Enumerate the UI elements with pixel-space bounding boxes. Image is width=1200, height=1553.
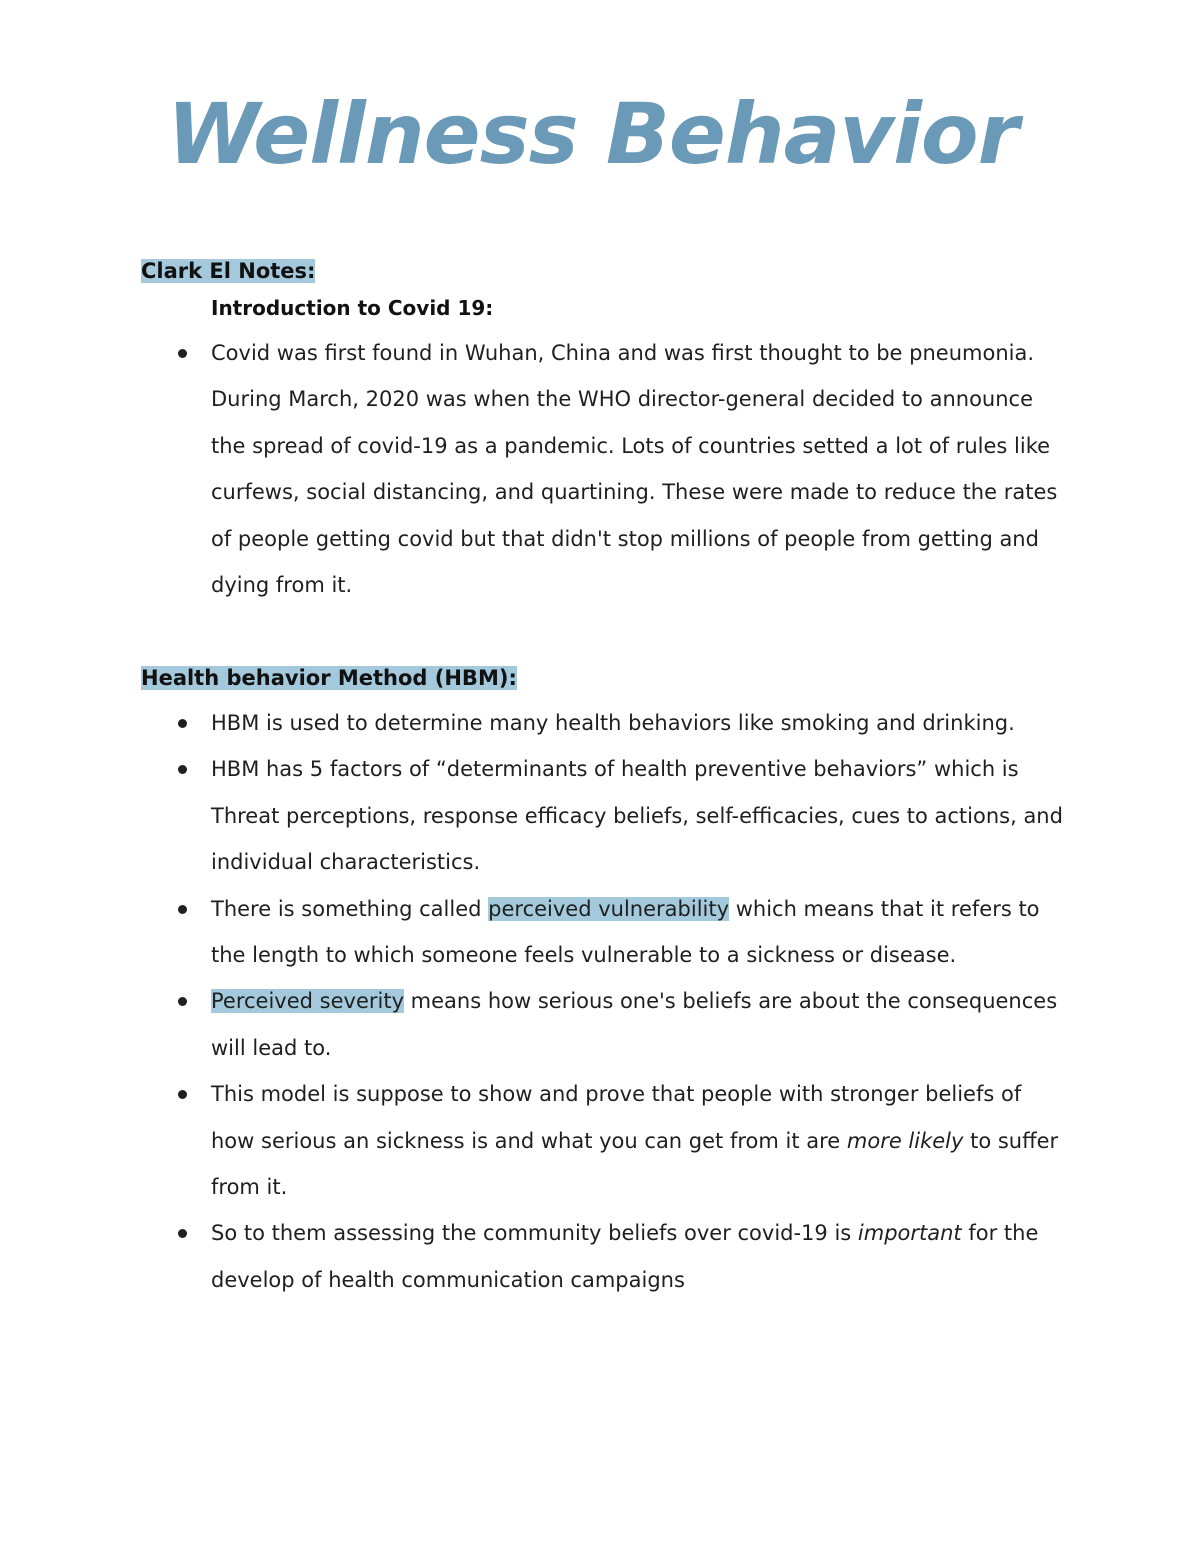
hbm-bullet-list (0, 700, 1071, 1303)
list-item (0, 978, 1071, 1071)
list-item (0, 1210, 1071, 1303)
bullet-icon (178, 765, 187, 774)
list-item-text: HBM is used to determine many health behaviors like smoking and drinking. (211, 711, 1015, 735)
bullet-icon (178, 1090, 187, 1099)
section-heading-hbm (141, 663, 517, 693)
list-item (0, 700, 1071, 746)
bullet-icon (178, 1229, 187, 1238)
highlighted-term-perceived-vulnerability: perceived vulnerability (488, 896, 730, 921)
list-item-text-after: means how serious one's beliefs are about the consequences will lead to. (211, 989, 1058, 1060)
list-item-text-before: This model is suppose to show and prove that people with stronger beliefs of how serious an sickness is and what you can get from it are (211, 1082, 1022, 1153)
bullet-icon (178, 719, 187, 728)
bullet-icon (178, 997, 187, 1006)
list-item (0, 746, 1071, 885)
heading-highlight: Health behavior Method (HBM): (141, 666, 517, 690)
intro-bullet-list (0, 330, 1071, 608)
list-item (0, 886, 1071, 979)
list-item-text-after: for the develop of health communication campaigns (211, 1221, 1039, 1292)
bullet-icon (178, 349, 187, 358)
list-item-text-after: to suffer from it. (211, 1128, 1059, 1200)
document-title: Wellness Behavior (166, 85, 1018, 183)
list-item-text: HBM has 5 factors of “determinants of health preventive behaviors” which is Threat perceptions, response efficacy beliefs, self-efficacies, cues to actions, and individual characteristics. (211, 757, 1063, 875)
list-item-text-before: So to them assessing the community beliefs over covid-19 is (211, 1221, 858, 1246)
list-item-text: Covid was first found in Wuhan, China and was first thought to be pneumonia. During March, 2020 was when the WHO director-general decided to announce the spread of covid-19 as a pandemic. Lots of countries setted a lot of rules like curfews, social distancing, and quartining. These were made to reduce the rates of people getting covid but that didn't stop millions of people from getting and dying from it. (211, 341, 1058, 598)
section-heading-clark-notes (141, 256, 315, 286)
subheading-intro-covid: Introduction to Covid 19: (211, 296, 494, 320)
list-item-text-after: which means that it refers to the length to which someone feels vulnerable to a sickness or disease. (211, 896, 1040, 968)
heading-highlight: Clark El Notes: (141, 259, 316, 283)
emphasis-text: more likely (846, 1128, 964, 1153)
list-item (0, 330, 1071, 608)
emphasis-text: important (857, 1221, 962, 1246)
list-item (0, 1071, 1071, 1210)
bullet-icon (178, 905, 187, 914)
highlighted-term-perceived-severity: Perceived severity (211, 989, 404, 1014)
list-item-text-before: There is something called (211, 896, 489, 921)
